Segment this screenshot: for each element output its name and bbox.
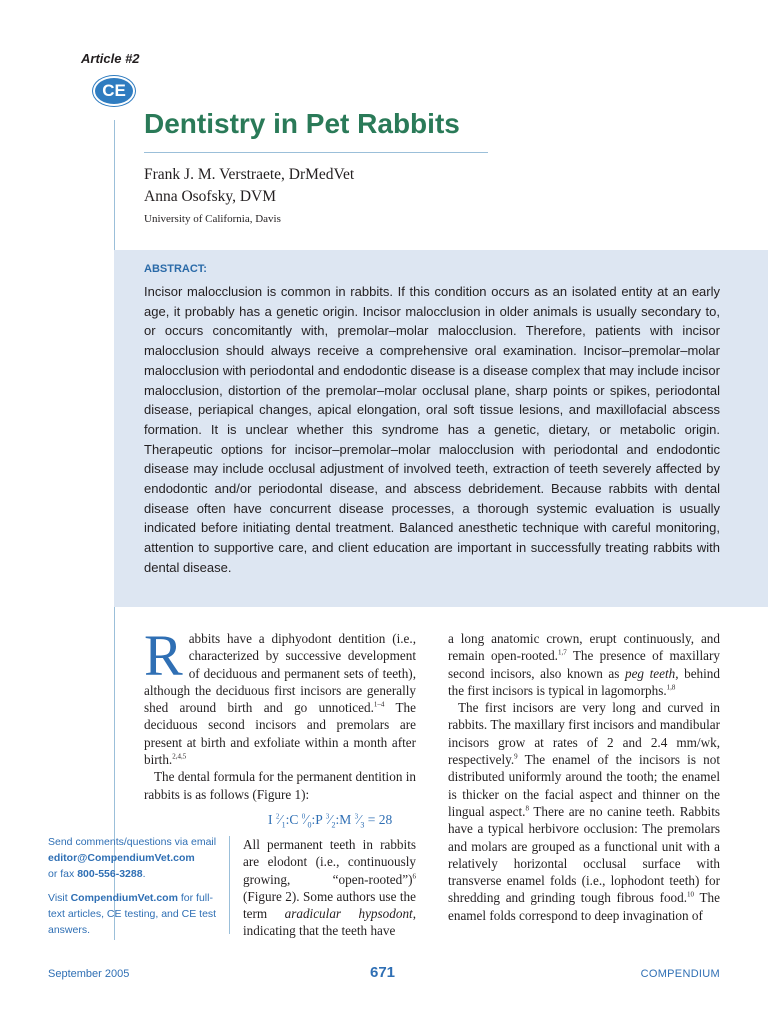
- contact-sidebar: [48, 834, 220, 938]
- article-title: Dentistry in Pet Rabbits: [144, 108, 460, 139]
- citation: 2,4,5: [172, 752, 187, 761]
- citation: 8: [525, 804, 529, 813]
- body-text: The dental formula for the permanent dentition in rabbits is as follows (Figure 1):: [144, 769, 416, 802]
- footer-date: September 2005: [48, 968, 130, 980]
- author-1: Frank J. M. Verstraete, DrMedVet: [144, 166, 355, 183]
- body-text: All permanent teeth in rabbits are elodont (i.e., continuously growing, “open-rooted”): [243, 837, 416, 887]
- email-link[interactable]: editor@CompendiumVet.com: [48, 852, 195, 864]
- sidebar-text: Visit: [48, 892, 71, 904]
- sidebar-text: for full-text articles, CE testing, and CE test answers.: [48, 892, 217, 936]
- dental-formula: I $^2⁄_1:C$ $^0⁄_0:P$ $^3⁄_2:M$ $^3⁄_3 = 28$: [268, 812, 393, 830]
- citation: 1,8: [666, 683, 676, 692]
- citation: 1–4: [373, 700, 385, 709]
- fax-number: 800-556-3288: [77, 868, 143, 880]
- citation: 1,7: [557, 648, 567, 657]
- body-text: (Figure 2). Some authors use the term: [243, 888, 416, 922]
- sidebar-text: Send comments/questions via email: [48, 836, 217, 848]
- body-text: , indicating that the teeth have: [243, 906, 416, 939]
- body-column-1: [144, 623, 417, 803]
- body-text-italic: peg teeth: [624, 665, 676, 681]
- title-underline: [144, 152, 488, 153]
- affiliation: University of California, Davis: [144, 213, 281, 225]
- ce-badge: CE: [95, 78, 133, 104]
- sidebar-text: or fax: [48, 868, 78, 880]
- author-2: Anna Osofsky, DVM: [144, 188, 277, 205]
- body-text: The enamel of the incisors is not distributed uniformly around the tooth; the enamel is thicker on the facial aspect and thinner on the lingual aspect.: [448, 752, 720, 819]
- abstract-label: ABSTRACT:: [144, 263, 207, 275]
- body-text: The deciduous second incisors and premolars are present at birth and exfoliate within a month after birth.: [144, 700, 417, 768]
- citation: 10: [687, 891, 695, 900]
- citation: 6: [412, 872, 416, 881]
- body-text: The enamel folds correspond to deep invagination of: [448, 890, 720, 923]
- body-text: a long anatomic crown, erupt continuously, and remain open-rooted.: [448, 631, 720, 664]
- website-link[interactable]: CompendiumVet.com: [70, 892, 178, 904]
- body-text: There are no canine teeth. Rabbits have a typical herbivore occlusion: The premolars and molars are grouped as a functional unit with a relatively horizontal occlusal surface with transverse enamel folds (i.e., lophodont teeth) for shredding and grinding tough fibrous food.: [448, 803, 721, 906]
- body-text: , behind the first incisors is typical in lagomorphs.: [448, 665, 720, 698]
- page-number: 671: [370, 964, 396, 981]
- journal-name: COMPENDIUM: [640, 968, 720, 980]
- body-text: abbits have a diphyodont dentition (i.e., characterized by successive development of deciduous and permanent sets of teeth), although the deciduous first incisors are generally shed around birth and go unnoticed.: [144, 631, 416, 716]
- sidebar-text: .: [142, 868, 146, 880]
- citation: 9: [514, 752, 518, 761]
- body-text: The presence of maxillary second incisors, also known as: [448, 648, 720, 681]
- body-text-italic: aradicular hypsodont: [284, 906, 413, 922]
- drop-cap: R: [144, 623, 183, 688]
- sidebar-rule: [229, 836, 230, 934]
- body-text: The first incisors are very long and curved in rabbits. The maxillary first incisors and mandibular incisors grow at rates of 2 and 2.4 mm/wk, respectively.: [448, 700, 720, 768]
- body-column-1-lower: [243, 836, 416, 940]
- article-number: Article #2: [81, 51, 140, 66]
- body-column-2: [448, 630, 720, 924]
- abstract-text: Incisor malocclusion is common in rabbits. If this condition occurs as an isolated entity at an early age, it probably has a genetic origin. Incisor malocclusion in older animals is usually secondary to, or occurs concomitantly with, premolar–molar malocclusion. Therefore, patients with incisor malocclusion should always receive a comprehensive oral examination. Incisor–premolar–molar malocclusion with periodontal and endodontic disease is a disease complex that may include incisor malocclusion, distortion of the premolar–molar occlusal plane, sharp points or spikes, periodontal disease, periapical changes, apical elongation, oral soft tissue lesions, and maxillofacial abscess formation. It is unclear whether this syndrome has a genetic, dietary, or metabolic origin. Therapeutic options for incisor–premolar–molar malocclusion with periodontal and endodontic disease may include occlusal adjustment of involved teeth, extraction of teeth severely affected by endodontic and/or periodontal disease, and abscess debridement. Because rabbits with dental disease often have concurrent disease processes, a thorough systemic evaluation is usually indicated before initiating dental treatment. Balanced anesthetic technique with careful monitoring, attention to supportive care, and client education are important in successfully treating rabbits with dental disease.: [144, 284, 720, 575]
